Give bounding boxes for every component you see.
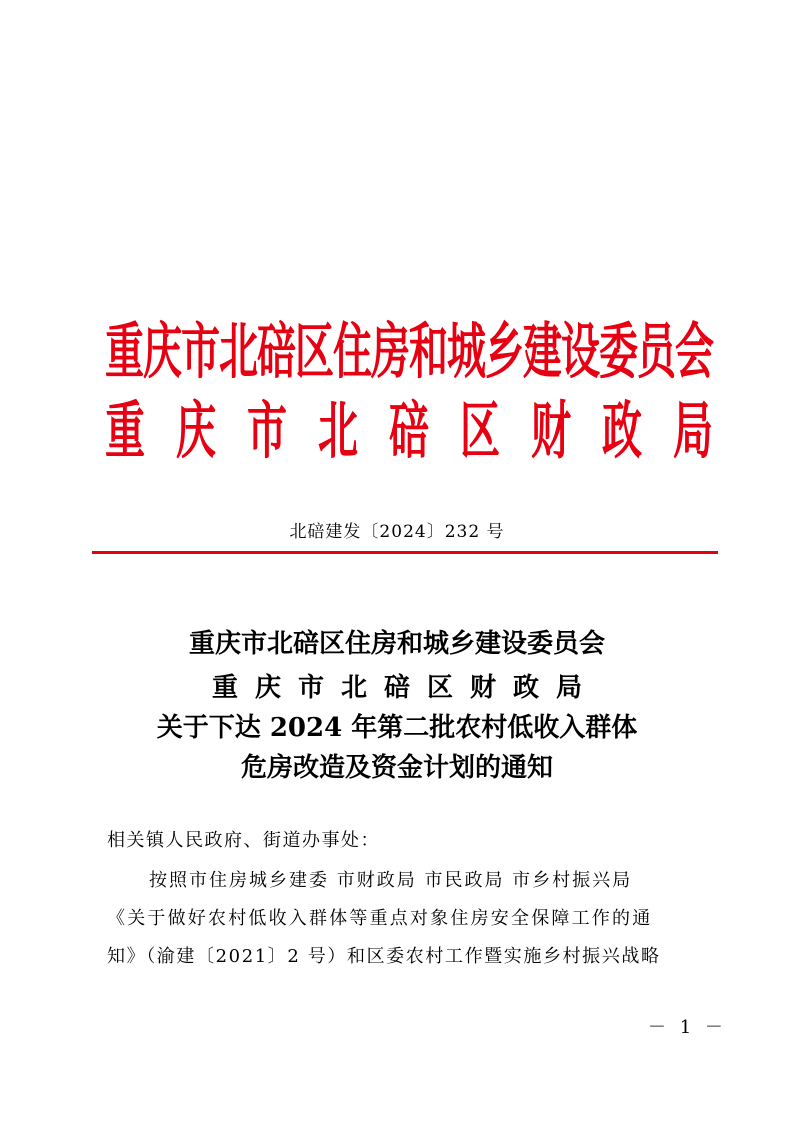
body-paragraph-line: 《关于做好农村低收入群体等重点对象住房安全保障工作的通 bbox=[107, 908, 653, 929]
salutation: 相关镇人民政府、街道办事处： bbox=[107, 830, 380, 851]
title-issuer-1: 重庆市北碚区住房和城乡建设委员会 bbox=[188, 629, 605, 659]
document-number: 北碚建发〔2024〕232 号 bbox=[289, 522, 505, 542]
body-paragraph-line: 按照市住房城乡建委 市财政局 市民政局 市乡村振兴局 bbox=[149, 870, 633, 891]
red-separator-rule bbox=[92, 551, 718, 554]
body-paragraph-line: 知》（渝建〔2021〕2 号）和区委农村工作暨实施乡村振兴战略 bbox=[107, 946, 661, 967]
masthead-issuer-2: 重庆市北碚区财政局 bbox=[105, 395, 744, 468]
page-number: － 1 － bbox=[648, 1017, 727, 1038]
title-subject-1: 关于下达 2024 年第二批农村低收入群体 bbox=[156, 713, 638, 743]
title-issuer-2: 重庆市北碚区财政局 bbox=[211, 673, 599, 703]
title-subject-2: 危房改造及资金计划的通知 bbox=[240, 753, 553, 783]
masthead-issuer-1: 重庆市北碚区住房和城乡建设委员会 bbox=[105, 317, 714, 388]
